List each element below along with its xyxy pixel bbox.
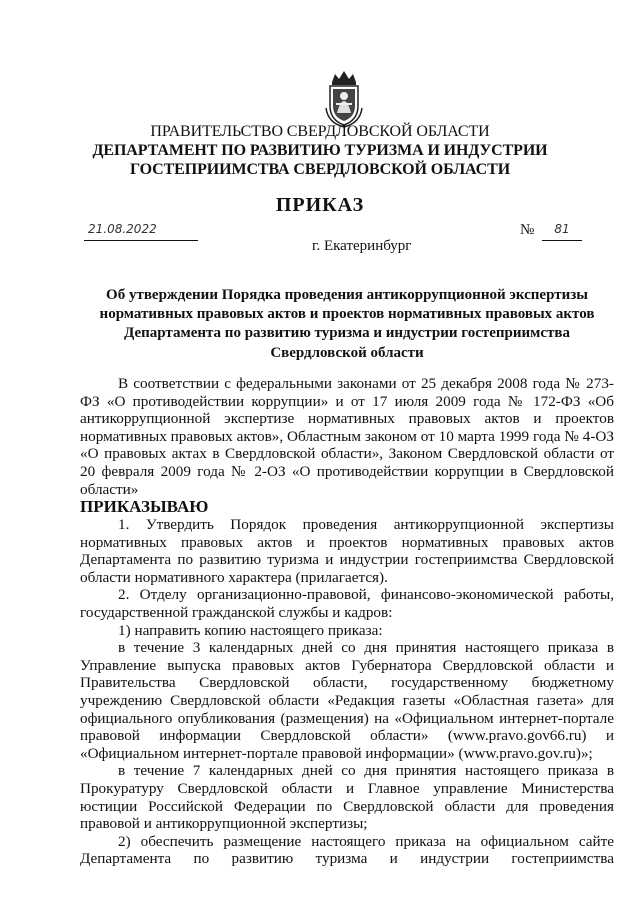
item-2: 2. Отделу организационно-правовой, финансово-экономической работы, государственной гражданской службы и кадров: xyxy=(80,586,614,621)
document-title: Об утверждении Порядка проведения антикоррупционной экспертизы нормативных правовых актов и проектов нормативных правовых актов Департамента по развитию туризма и индустрии гостеприимства Свердловской области xyxy=(99,287,595,361)
document-type: ПРИКАЗ xyxy=(275,194,365,216)
header-department: ДЕПАРТАМЕНТ ПО РАЗВИТИЮ ТУРИЗМА И ИНДУСТРИИ xyxy=(92,142,548,159)
header-department-cont: ГОСТЕПРИИМСТВА СВЕРДЛОВСКОЙ ОБЛАСТИ xyxy=(129,161,511,178)
preamble-block xyxy=(80,375,614,498)
preamble: В соответствии с федеральными законами от 25 декабря 2008 года № 273-ФЗ «О противодействии коррупции» и от 17 июля 2009 года № 172-ФЗ «Об антикоррупционной экспертизе нормативных правовых актов и проектов нормативных правовых актов», Областным законом от 10 марта 1999 года № 4-ОЗ «О правовых актах в Свердловской области», Законом Свердловской области от 20 февраля 2009 года № 2-ОЗ «О противодействии коррупции в Свердловской области» xyxy=(80,375,614,498)
city: г. Екатеринбург xyxy=(312,238,412,254)
number-label: № xyxy=(520,222,535,238)
item-2-1: 1) направить копию настоящего приказа: xyxy=(118,621,383,639)
coat-of-arms-icon xyxy=(322,68,366,128)
item-2-2: 2) обеспечить размещение настоящего приказа на официальном сайте Департамента по развитию туризма и индустрии гостеприимства xyxy=(80,832,614,868)
date-field: 21.08.2022 xyxy=(84,222,198,241)
number-field: 81 xyxy=(542,222,582,241)
header-government: ПРАВИТЕЛЬСТВО СВЕРДЛОВСКОЙ ОБЛАСТИ xyxy=(150,123,490,140)
item-1: 1. Утвердить Порядок проведения антикоррупционной экспертизы нормативных правовых актов и проектов нормативных правовых актов Департамента по развитию туризма и индустрии гостеприимства Свердловской области нормативного характера (прилагается). xyxy=(80,516,614,586)
item-2-1-b: в течение 7 календарных дней со дня принятия настоящего приказа в Прокуратуру Свердловской области и Главное управление Министерства юстиции Российской Федерации по Свердловской области для проведения правовой и антикоррупционной экспертизы; xyxy=(80,762,614,833)
order-items xyxy=(80,516,614,868)
order-word: ПРИКАЗЫВАЮ xyxy=(80,497,209,516)
item-2-1-a: в течение 3 календарных дней со дня принятия настоящего приказа в Управление выпуска правовых актов Губернатора Свердловской области и Правительства Свердловской области, государственному бюджетному учреждению Свердловской области «Редакция газеты «Областная газета» для официального опубликования (размещения) на «Официальном интернет-портале правовой информации Свердловской области» (www.pravo.gov66.ru) и «Официальном интернет-портале правовой информации» (www.pravo.gov.ru)»; xyxy=(80,639,614,762)
